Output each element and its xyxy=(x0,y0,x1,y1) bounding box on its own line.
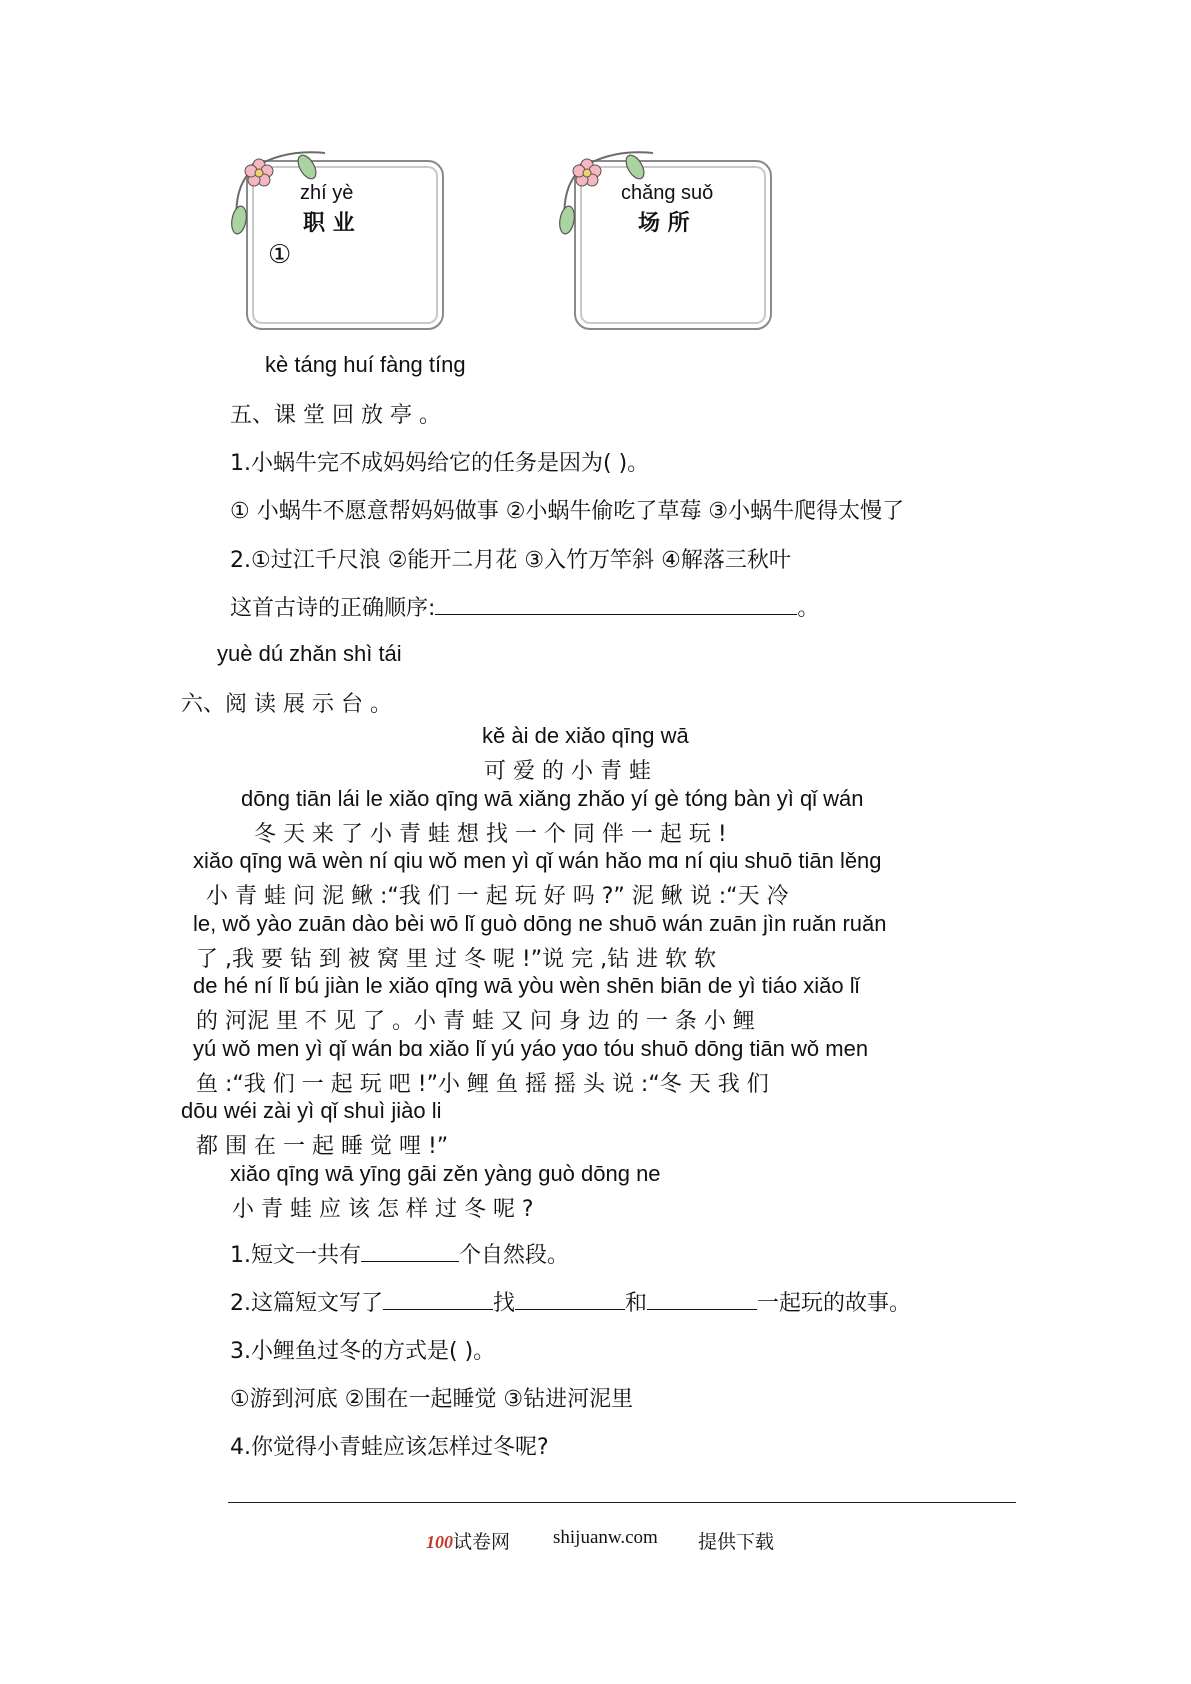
story-pinyin-line: dōu wéi zài yì qǐ shuì jiào li xyxy=(181,1098,442,1123)
story-text-line: 冬 天 来 了 小 青 蛙 想 找 一 个 同 伴 一 起 玩 ! xyxy=(254,822,727,847)
section5-title: 五、课 堂 回 放 亭 。 xyxy=(230,403,441,428)
order-prompt: 这首古诗的正确顺序: xyxy=(230,596,436,621)
story-closing-text: 小 青 蛙 应 该 怎 样 过 冬 呢 ? xyxy=(232,1197,534,1222)
section6-question-4: 4.你觉得小青蛙应该怎样过冬呢? xyxy=(230,1435,549,1460)
story-closing-pinyin: xiǎo qīng wā yīng gāi zěn yàng guò dōng ne xyxy=(230,1161,661,1186)
story-pinyin-line: xiǎo qīng wā wèn ní qiu wǒ men yì qǐ wán hǎo mɑ ní qiu shuō tiān lěng xyxy=(193,848,882,873)
answer-blank[interactable] xyxy=(383,1308,493,1310)
answer-blank[interactable] xyxy=(361,1260,459,1262)
card2-hanzi: 场 所 xyxy=(638,211,690,236)
q1-text-b: 个自然段。 xyxy=(459,1243,570,1268)
story-text-line: 都 围 在 一 起 睡 觉 哩 !” xyxy=(196,1134,449,1159)
card1-marker: ① xyxy=(268,240,292,270)
section5-pinyin: kè táng huí fàng tíng xyxy=(265,352,466,377)
footer-brand xyxy=(426,1527,510,1554)
q2-text-d: 一起玩的故事。 xyxy=(757,1291,912,1316)
card1-pinyin: zhí yè xyxy=(300,182,354,204)
section5-question-2-prompt xyxy=(230,591,819,622)
story-pinyin-line: yú wǒ men yì qǐ wán bɑ xiǎo lǐ yú yáo yɑo tóu shuō dōng tiān wǒ men xyxy=(193,1036,869,1061)
answer-blank[interactable] xyxy=(435,613,797,615)
section6-question-1 xyxy=(230,1238,569,1269)
section6-question-3-options: ①游到河底 ②围在一起睡觉 ③钻进河泥里 xyxy=(230,1387,634,1412)
story-pinyin-line: de hé ní lǐ bú jiàn le xiǎo qīng wā yòu wèn shēn biān de yì tiáo xiǎo lǐ xyxy=(193,973,860,998)
story-text-line: 小 青 蛙 问 泥 鳅 :“我 们 一 起 玩 好 吗 ?” 泥 鳅 说 :“天 冷 xyxy=(206,884,789,909)
card1-hanzi: 职 业 xyxy=(303,211,355,236)
story-pinyin-line: dōng tiān lái le xiǎo qīng wā xiǎng zhǎo yí gè tóng bàn yì qǐ wán xyxy=(241,786,864,811)
story-text-line: 的 河泥 里 不 见 了 。小 青 蛙 又 问 身 边 的 一 条 小 鲤 xyxy=(196,1009,755,1034)
answer-blank[interactable] xyxy=(515,1308,625,1310)
prompt-end: 。 xyxy=(797,596,820,621)
section6-title: 六、阅 读 展 示 台 。 xyxy=(181,692,392,717)
footer-site-cn: 试卷网 xyxy=(453,1532,511,1553)
section5-question-1-options: ① 小蜗牛不愿意帮妈妈做事 ②小蜗牛偷吃了草莓 ③小蜗牛爬得太慢了 xyxy=(230,499,905,524)
story-pinyin-line: le, wǒ yào zuān dào bèi wō lǐ guò dōng ne shuō wán zuān jìn ruǎn ruǎn xyxy=(193,911,887,936)
footer-divider xyxy=(228,1502,1016,1503)
story-text-line: 了 ,我 要 钻 到 被 窝 里 过 冬 呢 !”说 完 ,钻 进 软 软 xyxy=(196,947,717,972)
logo-100: 100 xyxy=(426,1532,453,1552)
section6-pinyin: yuè dú zhǎn shì tái xyxy=(217,641,402,666)
q1-text-a: 1.短文一共有 xyxy=(230,1243,361,1268)
footer-url[interactable]: shijuanw.com xyxy=(553,1527,658,1548)
story-title: 可 爱 的 小 青 蛙 xyxy=(484,759,651,784)
section6-question-3: 3.小鲤鱼过冬的方式是( )。 xyxy=(230,1339,496,1364)
footer-note: 提供下载 xyxy=(698,1532,775,1553)
story-text-line: 鱼 :“我 们 一 起 玩 吧 !”小 鲤 鱼 摇 摇 头 说 :“冬 天 我 们 xyxy=(196,1072,769,1097)
card2-pinyin: chǎng suǒ xyxy=(621,182,714,204)
section5-question-1: 1.小蜗牛完不成妈妈给它的任务是因为( )。 xyxy=(230,451,650,476)
section6-question-2 xyxy=(230,1286,911,1317)
q2-text-a: 2.这篇短文写了 xyxy=(230,1291,383,1316)
answer-blank[interactable] xyxy=(647,1308,757,1310)
story-title-pinyin: kě ài de xiǎo qīng wā xyxy=(482,723,689,748)
q2-text-c: 和 xyxy=(625,1291,648,1316)
section5-question-2: 2.①过江千尺浪 ②能开二月花 ③入竹万竿斜 ④解落三秋叶 xyxy=(230,548,791,573)
q2-text-b: 找 xyxy=(493,1291,516,1316)
